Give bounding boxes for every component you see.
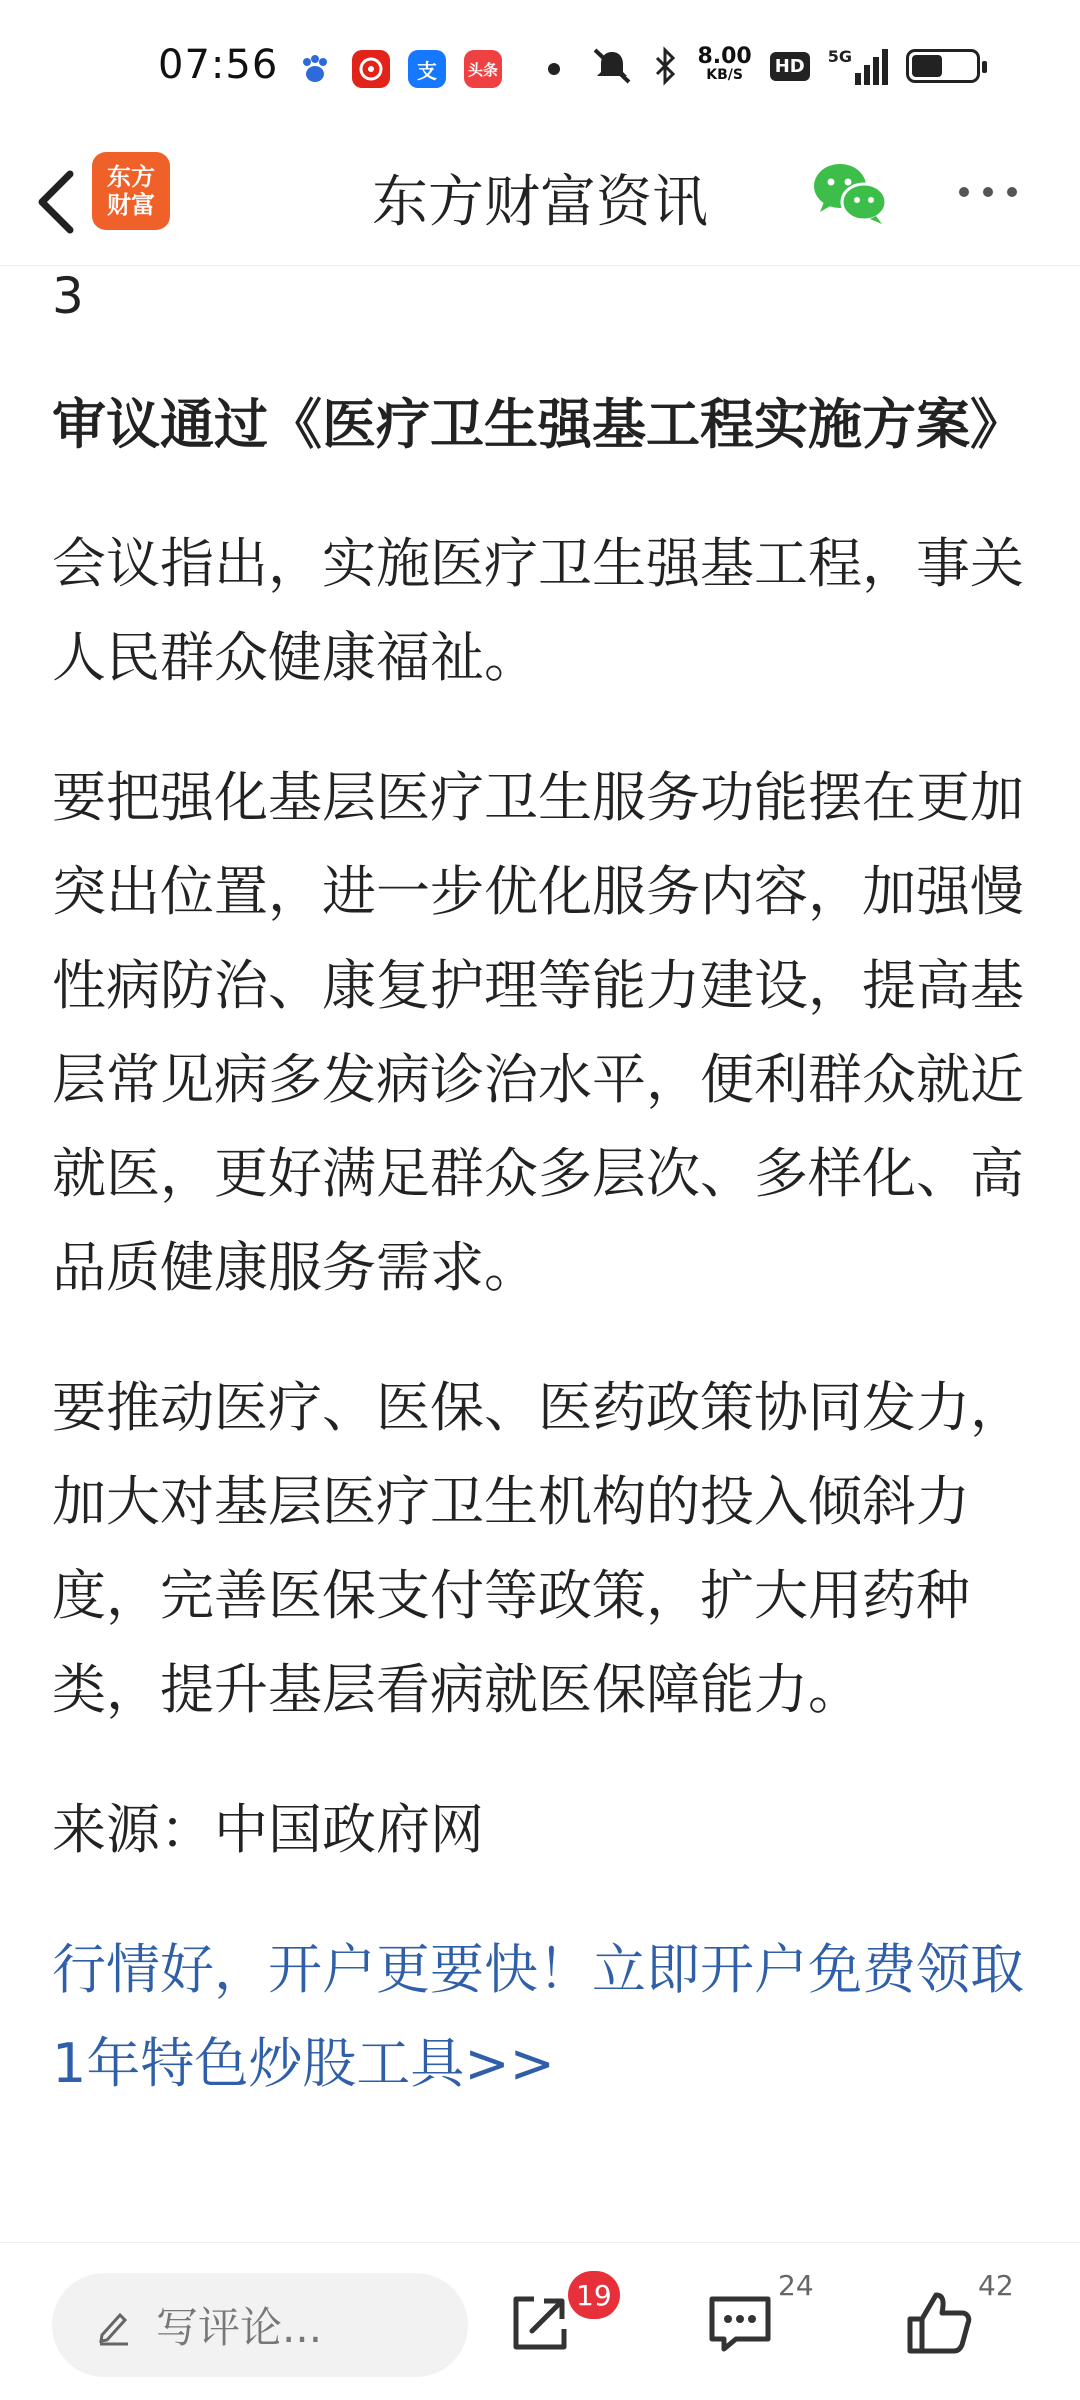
comment-count: 24 bbox=[778, 2269, 814, 2302]
alipay-icon bbox=[408, 50, 446, 88]
app-header bbox=[0, 140, 1080, 266]
logo-line2: 财富 bbox=[107, 191, 155, 219]
more-options-button[interactable] bbox=[950, 172, 1026, 212]
hd-badge: HD bbox=[770, 52, 810, 81]
share-count-badge: 19 bbox=[568, 2271, 620, 2319]
more-dot-icon bbox=[959, 187, 969, 197]
net-speed-unit: KB/S bbox=[706, 67, 743, 83]
notification-dot bbox=[548, 63, 560, 75]
status-time: 07:56 bbox=[158, 42, 279, 88]
status-right bbox=[589, 46, 980, 86]
pencil-icon bbox=[92, 2303, 136, 2347]
baidu-paw-icon bbox=[296, 50, 334, 88]
jd-icon bbox=[352, 50, 390, 88]
article-source: 来源：中国政府网 bbox=[52, 1798, 484, 1861]
article-body bbox=[52, 266, 1028, 2111]
status-bar bbox=[0, 0, 1080, 140]
section-number: 3 bbox=[52, 267, 84, 325]
signal-bar bbox=[855, 73, 861, 85]
page-title: 东方财富资讯 bbox=[372, 170, 708, 235]
wechat-icon bbox=[810, 158, 890, 230]
status-app-icons bbox=[296, 50, 560, 88]
wechat-share-button[interactable] bbox=[810, 158, 890, 230]
signal-bar bbox=[873, 57, 879, 85]
article-paragraph: 要把强化基层医疗卫生服务功能摆在更加突出位置，进一步优化服务内容，加强慢性病防治、康复护理等能力建设，提高基层常见病多发病诊治水平，便利群众就近就医，更好满足群众多层次、多样化、高品质健康服务需求。 bbox=[52, 766, 1024, 1299]
like-count: 42 bbox=[978, 2269, 1014, 2302]
comment-placeholder: 写评论... bbox=[156, 2303, 323, 2352]
more-dot-icon bbox=[1007, 187, 1017, 197]
comment-bubble-icon bbox=[700, 2283, 780, 2363]
article-paragraph: 会议指出，实施医疗卫生强基工程，事关人民群众健康福祉。 bbox=[52, 532, 1024, 689]
net-speed-value: 8.00 bbox=[697, 44, 752, 69]
battery-icon bbox=[906, 49, 980, 83]
more-dot-icon bbox=[983, 187, 993, 197]
like-button[interactable] bbox=[900, 2283, 980, 2363]
promo-link[interactable]: 行情好，开户更要快！立即开户免费领取1年特色炒股工具>> bbox=[52, 1938, 1024, 2095]
thumbs-up-icon bbox=[900, 2283, 980, 2363]
signal-bar bbox=[882, 49, 888, 85]
alipay-label: 支 bbox=[417, 58, 437, 83]
bottom-action-bar bbox=[0, 2242, 1080, 2400]
signal-bar bbox=[864, 65, 870, 85]
logo-line1: 东方 bbox=[107, 163, 155, 191]
section-heading: 审议通过《医疗卫生强基工程实施方案》 bbox=[52, 393, 1024, 456]
net-speed bbox=[697, 44, 752, 84]
article-paragraph: 要推动医疗、医保、医药政策协同发力，加大对基层医疗卫生机构的投入倾斜力度，完善医保支付等政策，扩大用药种类，提升基层看病就医保障能力。 bbox=[52, 1376, 1024, 1721]
comment-input[interactable] bbox=[52, 2273, 468, 2377]
bluetooth-icon bbox=[653, 46, 679, 86]
network-type: 5G bbox=[827, 47, 852, 66]
mute-icon bbox=[589, 46, 635, 86]
toutiao-icon bbox=[464, 50, 502, 88]
toutiao-label: 头条 bbox=[467, 60, 498, 79]
signal-5g bbox=[828, 47, 888, 85]
comments-button[interactable] bbox=[700, 2283, 780, 2363]
